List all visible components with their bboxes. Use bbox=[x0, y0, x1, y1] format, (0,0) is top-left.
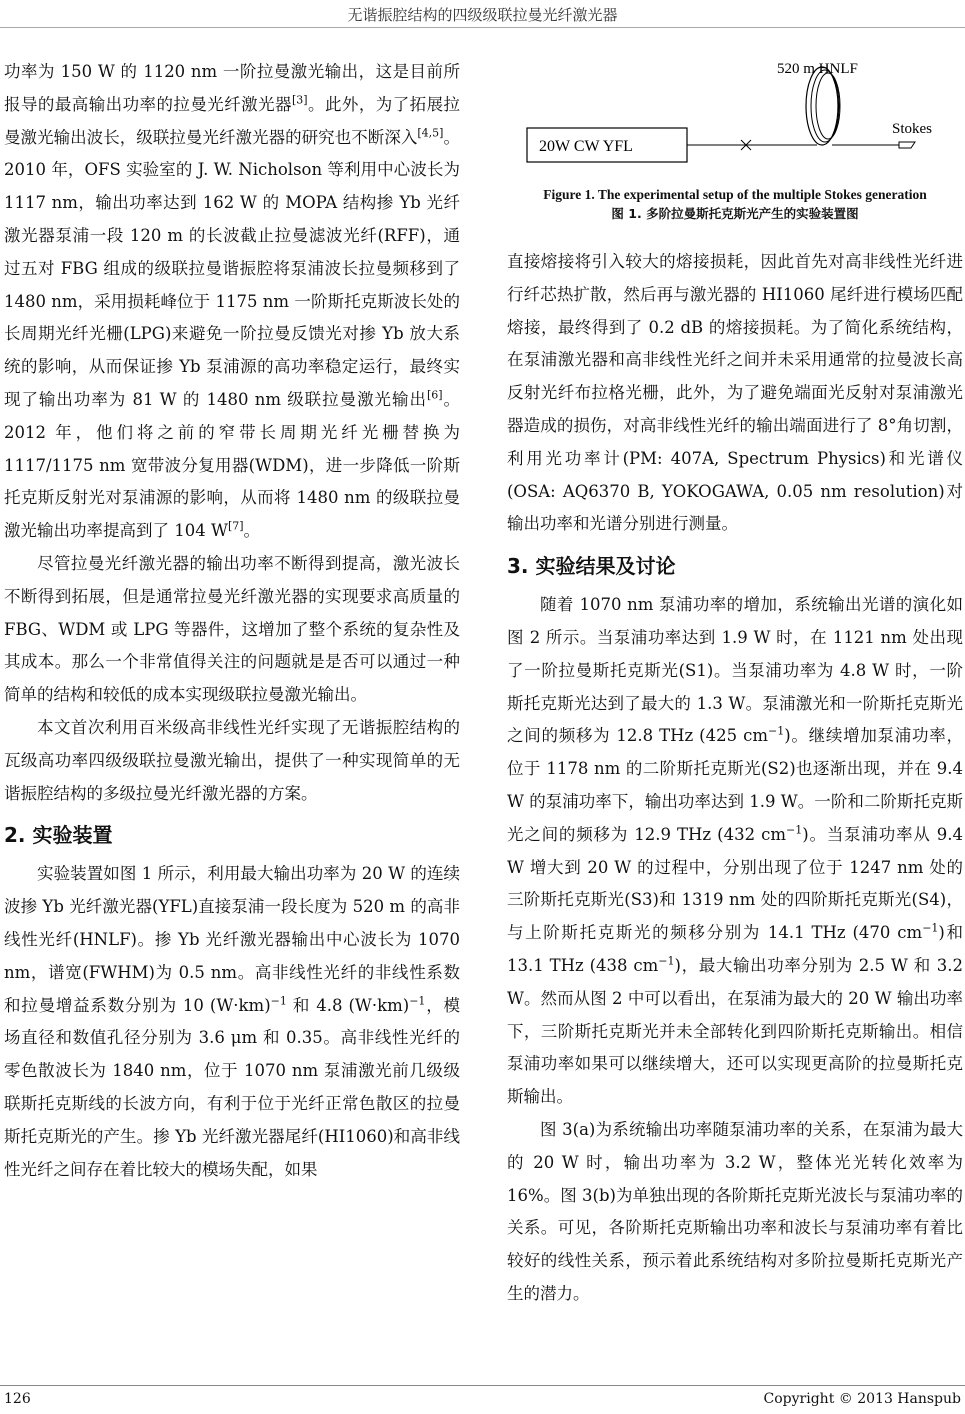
text-run: 和 4.8 (W·km) bbox=[286, 995, 410, 1015]
superscript: −1 bbox=[786, 823, 803, 837]
paragraph-setup bbox=[4, 858, 460, 1186]
text-run: 。2010 年，OFS 实验室的 J. W. Nicholson 等利用中心波长为 1117 nm，输出功率达到 162 W 的 MOPA 结构掺 Yb 光纤激光器泵浦一段 120 m 的长波截止拉曼滤波光纤(RFF)，通过五对 FBG 组成的级联拉曼谐振腔将泵浦波长拉曼频移到了 1480 nm，采用损耗峰位于 1175 nm 一阶斯托克斯波长处的长周期光纤光栅(LPG)来避免一阶拉曼反馈光对掺 Yb 放大系统的影响，从而保证掺 Yb 泵浦源的高功率稳定运行，最终实现了输出功率为 81 W 的 1480 nm 级联拉曼激光输出 bbox=[4, 127, 461, 409]
paragraph-contribution: 本文首次利用百米级高非线性光纤实现了无谐振腔结构的瓦级高功率四级级联拉曼激光输出，提供了一种实现简单的无谐振腔结构的多级拉曼光纤激光器的方案。 bbox=[4, 717, 460, 803]
text-run: 功率为 150 W 的 1120 nm 一阶拉曼激光输出，这是目前所报导的最高输出功率的拉曼光纤激光器 bbox=[4, 62, 460, 114]
citation-ref: [7] bbox=[227, 519, 244, 533]
setup-diagram-svg bbox=[507, 56, 963, 186]
header-divider bbox=[0, 27, 965, 28]
citation-ref: [6] bbox=[426, 388, 443, 402]
footer-divider bbox=[0, 1385, 965, 1386]
paragraph-spectral-evolution bbox=[507, 589, 963, 1114]
figure-caption-en: Figure 1. The experimental setup of the multiple Stokes generation bbox=[543, 187, 927, 202]
section-heading-setup: 2. 实验装置 bbox=[4, 823, 113, 848]
text-run: ，模场直径和数值孔径分别为 3.6 μm 和 0.35。高非线性光纤的零色散波长为 1840 nm，位于 1070 nm 泵浦激光前几级级联斯托克斯线的长波方向，有利于位于光纤正常色散区的拉曼斯托克斯光的产生。掺 Yb 光纤激光器尾纤(HI1060)和高非线性光纤之间存在着比较大的模场失配，如果 bbox=[4, 995, 460, 1179]
text-run: )。继续增加泵浦功率，位于 1178 nm 的二阶斯托克斯光(S2)也逐渐出现，并在 9.4 W 的泵浦功率下，输出功率达到 1.9 W。一阶和二阶斯托克斯光之间的频移为 12.9 THz (432 cm bbox=[507, 726, 963, 844]
paragraph-intro-continued bbox=[4, 56, 460, 548]
copyright-notice: Copyright © 2013 Hanspub bbox=[763, 1391, 961, 1407]
citation-ref: [3] bbox=[291, 93, 308, 107]
stokes-label: Stokes bbox=[892, 121, 933, 137]
text-run: 。2012 年，他们将之前的窄带长周期光纤光栅替换为 1117/1175 nm 宽带波分复用器(WDM)，进一步降低一阶斯托克斯反射光对泵浦源的影响，从而将 1480 nm 的级联拉曼激光输出功率提高到了 104 W bbox=[4, 389, 460, 541]
section-heading-results: 3. 实验结果及讨论 bbox=[507, 554, 676, 579]
citation-ref: [4,5] bbox=[417, 126, 444, 140]
superscript: −1 bbox=[658, 954, 675, 968]
hnlf-coil-inner bbox=[816, 73, 840, 139]
page-number: 126 bbox=[4, 1391, 31, 1407]
figure-caption-zh: 图 1. 多阶拉曼斯托克斯光产生的实验装置图 bbox=[611, 206, 859, 221]
text-run: 。 bbox=[243, 521, 261, 541]
paragraph-motivation: 尽管拉曼光纤激光器的输出功率不断得到提高，激光波长不断得到拓展，但是通常拉曼光纤激光器的实现要求高质量的 FBG、WDM 或 LPG 等器件，这增加了整个系统的复杂性及其成本。那么一个非常值得关注的问题就是是否可以通过一种简单的结构和较低的成本实现级联拉曼激光输出。 bbox=[4, 553, 460, 705]
yfl-label: 20W CW YFL bbox=[539, 138, 633, 155]
text-run: )和 13.1 THz (438 cm bbox=[507, 923, 964, 975]
hnlf-coil-mid bbox=[811, 70, 839, 142]
superscript: −1 bbox=[409, 994, 426, 1008]
text-run: 。此外，为了拓展拉曼激光输出波长，级联拉曼光纤激光器的研究也不断深入 bbox=[4, 94, 461, 147]
right-column bbox=[507, 246, 963, 1311]
superscript: −1 bbox=[922, 921, 939, 935]
superscript: −1 bbox=[270, 994, 287, 1008]
superscript: −1 bbox=[767, 724, 785, 738]
text-run: 随着 1070 nm 泵浦功率的增加，系统输出光谱的演化如图 2 所示。当泵浦功率达到 1.9 W 时，在 1121 nm 处出现了一阶拉曼斯托克斯光(S1)。当泵浦功率为 4.8 W 时，一阶斯托克斯光达到了最大的 1.3 W。泵浦激光和一阶斯托克斯光之间的频移为 12.8 THz (425 cm bbox=[507, 595, 963, 746]
paragraph-splicing: 直接熔接将引入较大的熔接损耗，因此首先对高非线性光纤进行纤芯热扩散，然后再与激光器的 HI1060 尾纤进行模场匹配熔接，最终得到了 0.2 dB 的熔接损耗。为了简化系统结构，在泵浦激光器和高非线性光纤之间并未采用通常的拉曼波长高反射光纤布拉格光栅，此外，为了避免端面光反射对泵浦激光器造成的损伤，对高非线性光纤的输出端面进行了 8°角切割，利用光功率计(PM: 407A, Spectrum Physics)和光谱仪(OSA: AQ6370 B, YOKOGAWA, 0.05 nm resolution)对输出功率和光谱分别进行测量。 bbox=[507, 252, 963, 534]
left-column bbox=[4, 56, 460, 1186]
angled-cleave-end bbox=[899, 142, 915, 148]
running-title: 无谐振腔结构的四级级联拉曼光纤激光器 bbox=[347, 6, 618, 24]
paragraph-power-relation: 图 3(a)为系统输出功率随泵浦功率的关系，在泵浦为最大的 20 W 时，输出功率为 3.2 W，整体光光转化效率为 16%。图 3(b)为单独出现的各阶斯托克斯光波长与泵浦功率的关系。可见，各阶斯托克斯输出功率和波长与泵浦功率有着比较好的线性关系，预示着此系统结构对多阶拉曼斯托克斯光产生的潜力。 bbox=[507, 1119, 963, 1303]
text-run: )。当泵浦功率从 9.4 W 增大到 20 W 的过程中，分别出现了位于 1247 nm 处的三阶斯托克斯光(S3)和 1319 nm 处的四阶斯托克斯光(S4)，与上阶斯托克斯光的频移分别为 14.1 THz (470 cm bbox=[507, 824, 963, 943]
text-run: )，最大输出功率分别为 2.5 W 和 3.2 W。然而从图 2 中可以看出，在泵浦为最大的 20 W 输出功率下，三阶斯托克斯光并未全部转化到四阶斯托克斯输出。相信泵浦功率如果可以继续增大，还可以实现更高阶的拉曼斯托克斯输出。 bbox=[507, 955, 963, 1107]
text-run: 实验装置如图 1 所示，利用最大输出功率为 20 W 的连续波掺 Yb 光纤激光器(YFL)直接泵浦一段长度为 520 m 的高非线性光纤(HNLF)。掺 Yb 光纤激光器输出中心波长为 1070 nm，谱宽(FWHM)为 0.5 nm。高非线性光纤的非线性系数和拉曼增益系数分别为 10 (W·km) bbox=[4, 864, 460, 1015]
hnlf-label: 520 m HNLF bbox=[777, 61, 858, 77]
